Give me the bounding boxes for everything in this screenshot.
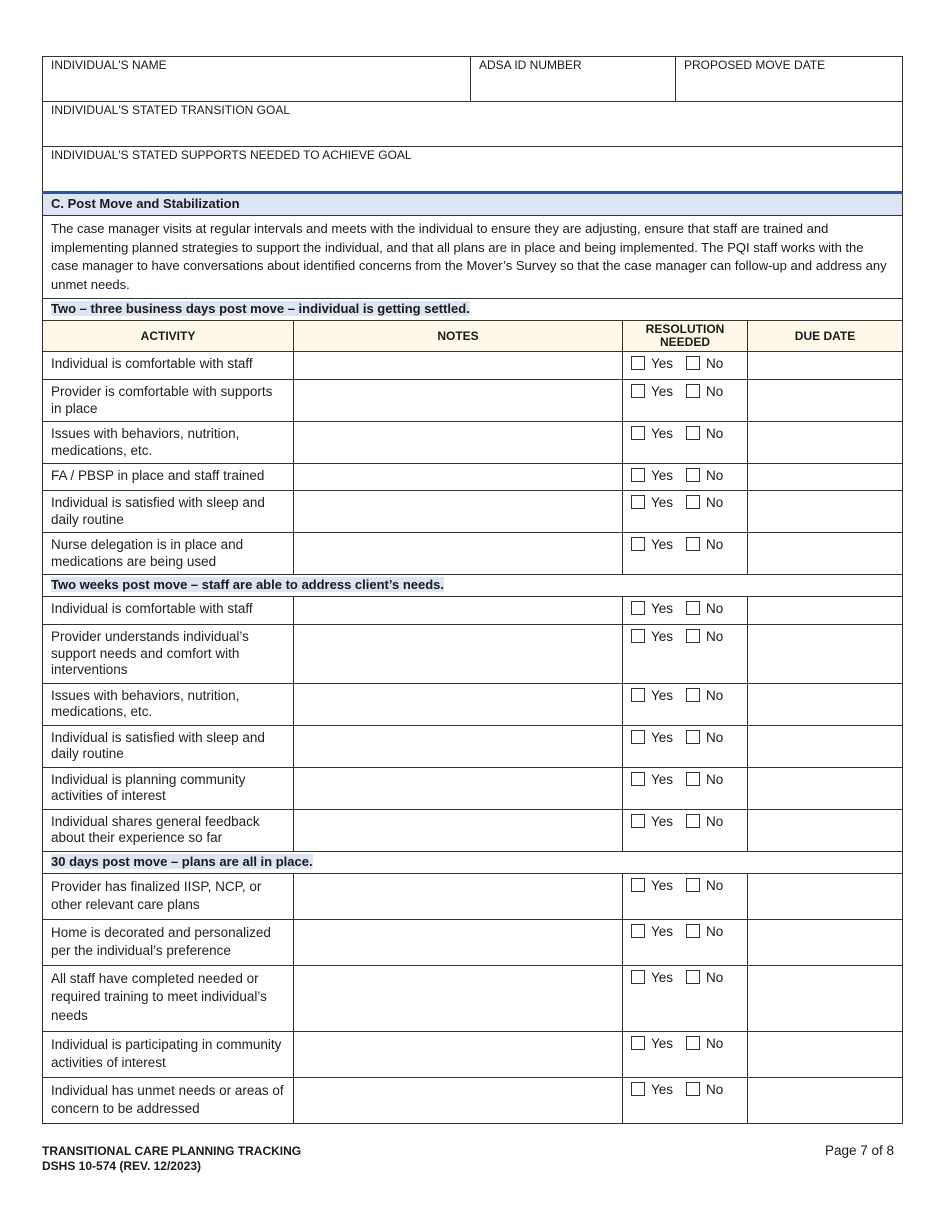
resolution-yes-label: Yes bbox=[651, 729, 674, 745]
adsa-id-field[interactable] bbox=[471, 57, 676, 102]
group-heading bbox=[43, 299, 903, 321]
resolution-no-label: No bbox=[706, 813, 724, 829]
activity-cell: Issues with behaviors, nutrition, medications, etc. bbox=[43, 683, 294, 725]
resolution-cell bbox=[623, 1031, 748, 1077]
due-date-cell[interactable] bbox=[748, 1077, 903, 1123]
due-date-cell[interactable] bbox=[748, 809, 903, 851]
due-date-cell[interactable] bbox=[748, 422, 903, 464]
notes-cell[interactable] bbox=[294, 873, 623, 919]
proposed-move-date-field[interactable] bbox=[676, 57, 903, 102]
table-row bbox=[43, 597, 903, 625]
transition-goal-field[interactable] bbox=[43, 102, 903, 147]
resolution-yes-checkbox[interactable] bbox=[631, 495, 645, 509]
activity-cell: Provider has finalized IISP, NCP, or other relevant care plans bbox=[43, 873, 294, 919]
activity-cell: Individual is comfortable with staff bbox=[43, 352, 294, 380]
resolution-cell bbox=[623, 919, 748, 965]
activity-cell: Issues with behaviors, nutrition, medications, etc. bbox=[43, 422, 294, 464]
table-row bbox=[43, 1077, 903, 1123]
due-date-cell[interactable] bbox=[748, 725, 903, 767]
resolution-no-label: No bbox=[706, 877, 724, 893]
resolution-no-label: No bbox=[706, 1081, 724, 1097]
resolution-cell bbox=[623, 380, 748, 422]
form-page bbox=[42, 56, 902, 1124]
notes-cell[interactable] bbox=[294, 1077, 623, 1123]
activity-cell: FA / PBSP in place and staff trained bbox=[43, 464, 294, 491]
resolution-no-label: No bbox=[706, 729, 724, 745]
resolution-cell bbox=[623, 873, 748, 919]
table-row bbox=[43, 1031, 903, 1077]
table-row bbox=[43, 533, 903, 575]
resolution-no-checkbox[interactable] bbox=[686, 970, 700, 984]
due-date-cell[interactable] bbox=[748, 491, 903, 533]
resolution-no-checkbox[interactable] bbox=[686, 1082, 700, 1096]
resolution-yes-label: Yes bbox=[651, 426, 674, 441]
supports-needed-label: INDIVIDUAL'S STATED SUPPORTS NEEDED TO ACHIEVE GOAL bbox=[51, 148, 412, 162]
due-date-cell[interactable] bbox=[748, 965, 903, 1031]
resolution-yes-label: Yes bbox=[651, 771, 674, 787]
table-row bbox=[43, 767, 903, 809]
adsa-id-label: ADSA ID NUMBER bbox=[479, 58, 582, 72]
activity-cell: Individual is comfortable with staff bbox=[43, 597, 294, 625]
resolution-column-header: RESOLUTION NEEDED bbox=[623, 321, 748, 352]
table-row bbox=[43, 683, 903, 725]
resolution-yes-checkbox[interactable] bbox=[631, 688, 645, 702]
activity-cell: Nurse delegation is in place and medications are being used bbox=[43, 533, 294, 575]
resolution-cell bbox=[623, 809, 748, 851]
resolution-yes-checkbox[interactable] bbox=[631, 730, 645, 744]
resolution-no-checkbox[interactable] bbox=[686, 772, 700, 786]
resolution-yes-label: Yes bbox=[651, 877, 674, 893]
resolution-yes-label: Yes bbox=[651, 969, 674, 985]
notes-cell[interactable] bbox=[294, 809, 623, 851]
activity-cell: Home is decorated and personalized per the individual’s preference bbox=[43, 919, 294, 965]
group-heading bbox=[43, 851, 903, 873]
individual-name-field[interactable] bbox=[43, 57, 471, 102]
header-table bbox=[42, 56, 903, 192]
resolution-yes-checkbox[interactable] bbox=[631, 924, 645, 938]
resolution-no-checkbox[interactable] bbox=[686, 688, 700, 702]
notes-cell[interactable] bbox=[294, 725, 623, 767]
resolution-yes-label: Yes bbox=[651, 923, 674, 939]
notes-cell[interactable] bbox=[294, 767, 623, 809]
activity-cell: Provider understands individual’s support needs and comfort with interventions bbox=[43, 625, 294, 684]
table-row bbox=[43, 725, 903, 767]
activity-cell: All staff have completed needed or required training to meet individual’s needs bbox=[43, 965, 294, 1031]
resolution-cell bbox=[623, 1077, 748, 1123]
resolution-cell bbox=[623, 683, 748, 725]
supports-needed-field[interactable] bbox=[43, 147, 903, 192]
individual-name-label: INDIVIDUAL'S NAME bbox=[51, 58, 167, 72]
table-row bbox=[43, 464, 903, 491]
resolution-yes-checkbox[interactable] bbox=[631, 629, 645, 643]
resolution-cell bbox=[623, 352, 748, 380]
resolution-no-checkbox[interactable] bbox=[686, 384, 700, 398]
resolution-yes-checkbox[interactable] bbox=[631, 814, 645, 828]
table-row bbox=[43, 422, 903, 464]
due-date-cell[interactable] bbox=[748, 1031, 903, 1077]
footer-form-number: DSHS 10-574 (REV. 12/2023) bbox=[42, 1158, 201, 1173]
resolution-no-checkbox[interactable] bbox=[686, 878, 700, 892]
resolution-no-label: No bbox=[706, 771, 724, 787]
resolution-yes-label: Yes bbox=[651, 468, 674, 483]
activity-cell: Individual has unmet needs or areas of concern to be addressed bbox=[43, 1077, 294, 1123]
activity-column-header: ACTIVITY bbox=[43, 321, 294, 352]
resolution-cell bbox=[623, 533, 748, 575]
due-date-cell[interactable] bbox=[748, 767, 903, 809]
notes-cell[interactable] bbox=[294, 422, 623, 464]
due-date-cell[interactable] bbox=[748, 533, 903, 575]
footer-form-title: TRANSITIONAL CARE PLANNING TRACKING bbox=[42, 1144, 302, 1158]
group-heading-row bbox=[43, 299, 903, 321]
activity-cell: Individual is planning community activities of interest bbox=[43, 767, 294, 809]
table-row bbox=[43, 380, 903, 422]
resolution-cell bbox=[623, 725, 748, 767]
activity-table bbox=[42, 191, 903, 1124]
resolution-no-checkbox[interactable] bbox=[686, 426, 700, 440]
resolution-no-label: No bbox=[706, 601, 724, 616]
group-heading-row bbox=[43, 575, 903, 597]
notes-column-header: NOTES bbox=[294, 321, 623, 352]
footer-page-number: Page 7 of 8 bbox=[824, 1143, 894, 1158]
group-heading-row bbox=[43, 851, 903, 873]
table-row bbox=[43, 919, 903, 965]
footer-form-info bbox=[42, 1144, 301, 1173]
group-heading-text: Two weeks post move – staff are able to address client’s needs. bbox=[51, 577, 445, 592]
due-date-column-header: DUE DATE bbox=[748, 321, 903, 352]
table-row bbox=[43, 809, 903, 851]
activity-cell: Individual is satisfied with sleep and daily routine bbox=[43, 725, 294, 767]
resolution-no-checkbox[interactable] bbox=[686, 814, 700, 828]
activity-cell: Individual is satisfied with sleep and daily routine bbox=[43, 491, 294, 533]
activity-cell: Individual shares general feedback about their experience so far bbox=[43, 809, 294, 851]
resolution-yes-checkbox[interactable] bbox=[631, 537, 645, 551]
resolution-no-label: No bbox=[706, 426, 724, 441]
group-heading bbox=[43, 575, 903, 597]
notes-cell[interactable] bbox=[294, 352, 623, 380]
section-description: The case manager visits at regular intervals and meets with the individual to ensure they are adjusting, ensure that staff are trained and implementing planned strategies to support the individual, and that all plans are in place and being implemented. The PQI staff works with the case manager to have conversations about identified concerns from the Mover’s Survey so that the case manager can follow-up and address any unmet needs. bbox=[43, 216, 903, 299]
resolution-yes-checkbox[interactable] bbox=[631, 384, 645, 398]
notes-cell[interactable] bbox=[294, 919, 623, 965]
resolution-no-checkbox[interactable] bbox=[686, 495, 700, 509]
resolution-no-checkbox[interactable] bbox=[686, 924, 700, 938]
resolution-yes-label: Yes bbox=[651, 537, 674, 552]
due-date-cell[interactable] bbox=[748, 597, 903, 625]
due-date-cell[interactable] bbox=[748, 464, 903, 491]
resolution-yes-checkbox[interactable] bbox=[631, 878, 645, 892]
resolution-yes-label: Yes bbox=[651, 601, 674, 616]
group-heading-text: Two – three business days post move – individual is getting settled. bbox=[51, 301, 470, 316]
resolution-no-label: No bbox=[706, 356, 724, 371]
due-date-cell[interactable] bbox=[748, 919, 903, 965]
resolution-yes-label: Yes bbox=[651, 384, 674, 399]
due-date-cell[interactable] bbox=[748, 380, 903, 422]
notes-cell[interactable] bbox=[294, 380, 623, 422]
resolution-no-checkbox[interactable] bbox=[686, 468, 700, 482]
resolution-cell bbox=[623, 422, 748, 464]
resolution-no-label: No bbox=[706, 923, 724, 939]
notes-cell[interactable] bbox=[294, 533, 623, 575]
resolution-no-label: No bbox=[706, 1035, 724, 1051]
activity-cell: Individual is participating in community activities of interest bbox=[43, 1031, 294, 1077]
due-date-cell[interactable] bbox=[748, 352, 903, 380]
resolution-yes-checkbox[interactable] bbox=[631, 970, 645, 984]
resolution-cell bbox=[623, 965, 748, 1031]
table-row bbox=[43, 491, 903, 533]
resolution-yes-checkbox[interactable] bbox=[631, 1036, 645, 1050]
resolution-cell bbox=[623, 464, 748, 491]
due-date-cell[interactable] bbox=[748, 683, 903, 725]
resolution-yes-label: Yes bbox=[651, 356, 674, 371]
resolution-no-label: No bbox=[706, 537, 724, 552]
resolution-yes-label: Yes bbox=[651, 1081, 674, 1097]
resolution-cell bbox=[623, 597, 748, 625]
notes-cell[interactable] bbox=[294, 491, 623, 533]
resolution-yes-checkbox[interactable] bbox=[631, 426, 645, 440]
resolution-no-checkbox[interactable] bbox=[686, 629, 700, 643]
resolution-yes-label: Yes bbox=[651, 813, 674, 829]
resolution-no-label: No bbox=[706, 495, 724, 510]
section-title: C. Post Move and Stabilization bbox=[43, 193, 903, 216]
resolution-yes-label: Yes bbox=[651, 495, 674, 510]
resolution-no-checkbox[interactable] bbox=[686, 730, 700, 744]
notes-cell[interactable] bbox=[294, 625, 623, 684]
transition-goal-label: INDIVIDUAL'S STATED TRANSITION GOAL bbox=[51, 103, 290, 117]
due-date-cell[interactable] bbox=[748, 625, 903, 684]
notes-cell[interactable] bbox=[294, 464, 623, 491]
notes-cell[interactable] bbox=[294, 597, 623, 625]
table-row bbox=[43, 873, 903, 919]
table-row bbox=[43, 352, 903, 380]
activity-cell: Provider is comfortable with supports in place bbox=[43, 380, 294, 422]
table-row bbox=[43, 625, 903, 684]
resolution-no-checkbox[interactable] bbox=[686, 1036, 700, 1050]
resolution-no-label: No bbox=[706, 468, 724, 483]
table-row bbox=[43, 965, 903, 1031]
resolution-cell bbox=[623, 491, 748, 533]
resolution-yes-checkbox[interactable] bbox=[631, 468, 645, 482]
resolution-yes-label: Yes bbox=[651, 629, 674, 644]
resolution-yes-checkbox[interactable] bbox=[631, 601, 645, 615]
resolution-yes-checkbox[interactable] bbox=[631, 772, 645, 786]
resolution-no-checkbox[interactable] bbox=[686, 537, 700, 551]
due-date-cell[interactable] bbox=[748, 873, 903, 919]
resolution-cell bbox=[623, 625, 748, 684]
resolution-no-label: No bbox=[706, 384, 724, 399]
resolution-yes-checkbox[interactable] bbox=[631, 356, 645, 370]
resolution-yes-checkbox[interactable] bbox=[631, 1082, 645, 1096]
resolution-no-label: No bbox=[706, 687, 724, 703]
resolution-no-checkbox[interactable] bbox=[686, 356, 700, 370]
notes-cell[interactable] bbox=[294, 683, 623, 725]
proposed-move-date-label: PROPOSED MOVE DATE bbox=[684, 58, 826, 72]
resolution-yes-label: Yes bbox=[651, 687, 674, 703]
group-heading-text: 30 days post move – plans are all in place. bbox=[51, 853, 313, 869]
resolution-no-label: No bbox=[706, 969, 724, 985]
resolution-yes-label: Yes bbox=[651, 1035, 674, 1051]
notes-cell[interactable] bbox=[294, 965, 623, 1031]
resolution-no-checkbox[interactable] bbox=[686, 601, 700, 615]
resolution-no-label: No bbox=[706, 629, 724, 644]
notes-cell[interactable] bbox=[294, 1031, 623, 1077]
column-header-row bbox=[43, 321, 903, 352]
resolution-cell bbox=[623, 767, 748, 809]
